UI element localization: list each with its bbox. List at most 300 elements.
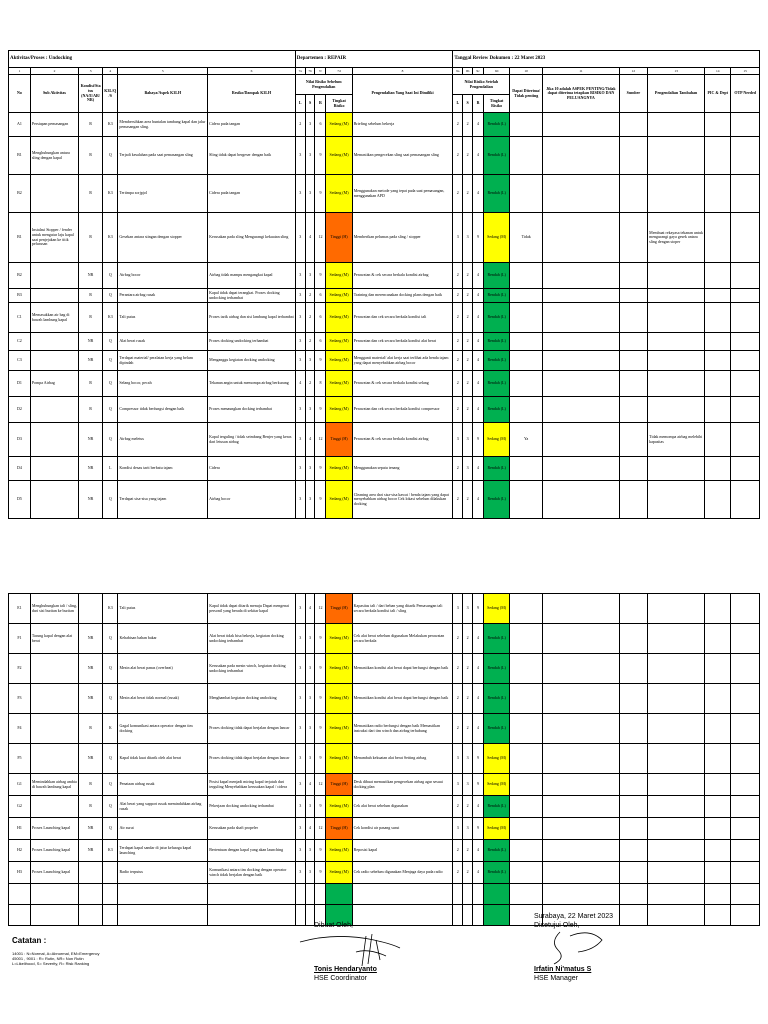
k3l-cell: K bbox=[103, 714, 118, 744]
empty-cell bbox=[208, 884, 296, 905]
empty-cell bbox=[103, 905, 118, 926]
sub-aktivitas-cell: Proses Launching kapal bbox=[30, 818, 78, 840]
dapat-diterima-cell bbox=[510, 351, 543, 371]
otp-cell bbox=[731, 289, 760, 303]
bahaya-cell: Airbag meletus bbox=[118, 423, 208, 457]
tingkat-before-cell: Sedang (M) bbox=[326, 744, 352, 774]
r-before-cell: 9 bbox=[315, 714, 326, 744]
dapat-diterima-cell: Tidak bbox=[510, 213, 543, 263]
tingkat-before-cell: Sedang (M) bbox=[326, 175, 352, 213]
otp-cell bbox=[731, 654, 760, 684]
r-before-cell: 12 bbox=[315, 774, 326, 796]
tingkat-after-cell: Sedang (M) bbox=[484, 423, 510, 457]
s-after-cell: 2 bbox=[463, 371, 473, 397]
empty-cell bbox=[463, 884, 473, 905]
r-after-cell: 9 bbox=[473, 423, 484, 457]
tingkat-before-cell: Tinggi (H) bbox=[326, 423, 352, 457]
empty-cell bbox=[648, 905, 705, 926]
r-before-cell: 9 bbox=[315, 137, 326, 175]
row-no-cell: F5 bbox=[9, 744, 31, 774]
jika10-cell bbox=[543, 397, 620, 423]
resiko-cell: Airbag bocor bbox=[208, 481, 296, 519]
sub-aktivitas-cell bbox=[30, 796, 78, 818]
empty-cell bbox=[9, 884, 31, 905]
kondisi-cell: NR bbox=[79, 818, 103, 840]
sub-aktivitas-cell: Instalasi Stopper / fender untuk mengatur laju kapal saat penjejakan ke titik pelurusan bbox=[30, 213, 78, 263]
l-after-cell: 2 bbox=[453, 796, 463, 818]
sumber-cell bbox=[619, 303, 647, 333]
col-sumber: Sumber bbox=[619, 75, 647, 113]
s-after-cell: 2 bbox=[463, 654, 473, 684]
col-index-cell: 9d bbox=[484, 68, 510, 75]
tingkat-after-cell: Rendah (L) bbox=[484, 113, 510, 137]
tanggal-header: Tanggal Review Dokumen : 22 Maret 2023 bbox=[453, 51, 760, 68]
s-after-cell: 3 bbox=[463, 774, 473, 796]
k3l-cell: Q bbox=[103, 744, 118, 774]
col-kondisi: Kondisi/Status (NA/E/AR/NR) bbox=[79, 75, 103, 113]
jika10-cell bbox=[543, 175, 620, 213]
s-before-cell: 3 bbox=[305, 654, 315, 684]
s-before-cell: 3 bbox=[305, 481, 315, 519]
col-tingkat-after: Tingkat Risiko bbox=[484, 95, 510, 113]
tingkat-after-cell: Sedang (M) bbox=[484, 213, 510, 263]
col-s-before: S bbox=[305, 95, 315, 113]
bahaya-cell: Airbag bocor bbox=[118, 263, 208, 289]
bahaya-cell: Selang bocor, pecah bbox=[118, 371, 208, 397]
resiko-cell: Menganggu kegiatan docking undocking bbox=[208, 351, 296, 371]
dapat-diterima-cell bbox=[510, 624, 543, 654]
kondisi-cell: R bbox=[79, 289, 103, 303]
empty-cell bbox=[103, 884, 118, 905]
l-before-cell: 3 bbox=[295, 796, 305, 818]
empty-cell bbox=[315, 884, 326, 905]
l-before-cell: 3 bbox=[295, 840, 305, 862]
otp-cell bbox=[731, 351, 760, 371]
otp-cell bbox=[731, 774, 760, 796]
table-row bbox=[9, 714, 760, 744]
pic-cell bbox=[705, 289, 731, 303]
r-after-cell: 4 bbox=[473, 289, 484, 303]
k3l-cell: K3 bbox=[103, 840, 118, 862]
l-after-cell: 2 bbox=[453, 714, 463, 744]
kondisi-cell: NR bbox=[79, 624, 103, 654]
r-before-cell: 9 bbox=[315, 862, 326, 884]
resiko-cell: Sling tidak dapat bergeser dengan baik bbox=[208, 137, 296, 175]
tingkat-before-cell: Tinggi (H) bbox=[326, 818, 352, 840]
otp-cell bbox=[731, 113, 760, 137]
r-before-cell: 9 bbox=[315, 654, 326, 684]
r-after-cell: 4 bbox=[473, 624, 484, 654]
kondisi-cell: NR bbox=[79, 423, 103, 457]
resiko-cell: Proses tarik airbag dan sisi lambung kapal terhambat bbox=[208, 303, 296, 333]
kondisi-cell: R bbox=[79, 714, 103, 744]
pengendalian-cell: Training dan merencanakan docking plans dengan baik bbox=[352, 289, 453, 303]
l-before-cell: 3 bbox=[295, 594, 305, 624]
sub-aktivitas-cell: Memasukkan air bag di bawah lambung kapal bbox=[30, 303, 78, 333]
sub-aktivitas-cell bbox=[30, 175, 78, 213]
col-index-cell: 6 bbox=[208, 68, 296, 75]
k3l-cell: Q bbox=[103, 818, 118, 840]
resiko-cell: Menghambat kegiatan docking undocking bbox=[208, 684, 296, 714]
col-s-after: S bbox=[463, 95, 473, 113]
s-after-cell: 2 bbox=[463, 397, 473, 423]
sub-aktivitas-cell: Persiapan pemasangan bbox=[30, 113, 78, 137]
s-after-cell: 3 bbox=[463, 594, 473, 624]
empty-cell bbox=[208, 905, 296, 926]
disetujui-nama: Irfatin Ni'matus S bbox=[534, 966, 592, 973]
k3l-cell: K3 bbox=[103, 175, 118, 213]
col-pengendalian: Pengendalian Yang Saat Ini Dimiliki bbox=[352, 75, 453, 113]
dapat-diterima-cell bbox=[510, 774, 543, 796]
tingkat-before-cell: Sedang (M) bbox=[326, 397, 352, 423]
empty-cell bbox=[118, 905, 208, 926]
s-after-cell: 2 bbox=[463, 263, 473, 289]
pengendalian-cell: Memastikan pengecekan sling saat pemasangan sling bbox=[352, 137, 453, 175]
tingkat-before-cell: Tinggi (H) bbox=[326, 774, 352, 796]
r-after-cell: 4 bbox=[473, 862, 484, 884]
tambahan-cell: Membuat rekayasa tekanan untuk mengurangi gaya gesek antara sling dengan stoper bbox=[648, 213, 705, 263]
l-after-cell: 2 bbox=[453, 624, 463, 654]
l-after-cell: 2 bbox=[453, 684, 463, 714]
table-row bbox=[9, 654, 760, 684]
bahaya-cell: Alat berat yang support rusak memindahkan airbag rusak bbox=[118, 796, 208, 818]
tambahan-cell bbox=[648, 457, 705, 481]
sub-aktivitas-cell: Memindahkan airbag ambia di bawah lambung kapal bbox=[30, 774, 78, 796]
pic-cell bbox=[705, 481, 731, 519]
s-after-cell: 2 bbox=[463, 862, 473, 884]
col-tambahan: Pengendalian Tambahan bbox=[648, 75, 705, 113]
s-after-cell: 2 bbox=[463, 624, 473, 654]
col-index-cell: 13 bbox=[648, 68, 705, 75]
r-before-cell: 9 bbox=[315, 175, 326, 213]
kondisi-cell: R bbox=[79, 303, 103, 333]
sumber-cell bbox=[619, 351, 647, 371]
table-row bbox=[9, 397, 760, 423]
s-after-cell: 2 bbox=[463, 481, 473, 519]
resiko-cell: Bertentuan dengan kapal yang akan launching bbox=[208, 840, 296, 862]
sumber-cell bbox=[619, 397, 647, 423]
r-before-cell: 6 bbox=[315, 303, 326, 333]
tingkat-before-cell: Sedang (M) bbox=[326, 113, 352, 137]
r-after-cell: 4 bbox=[473, 175, 484, 213]
empty-row bbox=[9, 884, 760, 905]
tingkat-before-cell: Sedang (M) bbox=[326, 333, 352, 351]
pic-cell bbox=[705, 175, 731, 213]
dapat-diterima-cell bbox=[510, 263, 543, 289]
risk-table-page-2 bbox=[8, 593, 760, 926]
pic-cell bbox=[705, 263, 731, 289]
sumber-cell bbox=[619, 654, 647, 684]
resiko-cell: Kerusakan pada shaft propeler bbox=[208, 818, 296, 840]
tambahan-cell bbox=[648, 289, 705, 303]
kondisi-cell bbox=[79, 594, 103, 624]
pengendalian-cell: Briefing sebelum bekerja bbox=[352, 113, 453, 137]
sumber-cell bbox=[619, 744, 647, 774]
empty-cell bbox=[30, 884, 78, 905]
empty-cell bbox=[484, 884, 510, 905]
jika10-cell bbox=[543, 481, 620, 519]
kondisi-cell: R bbox=[79, 213, 103, 263]
sumber-cell bbox=[619, 175, 647, 213]
pengendalian-cell: Mengganti material/ alat kerja saat terlihat ada benda tajam yang dapat menyebabkan airbag bocor bbox=[352, 351, 453, 371]
sub-aktivitas-cell bbox=[30, 481, 78, 519]
k3l-cell bbox=[103, 862, 118, 884]
r-after-cell: 9 bbox=[473, 744, 484, 774]
signature-dibuat bbox=[296, 930, 406, 970]
tingkat-after-cell: Rendah (L) bbox=[484, 457, 510, 481]
catatan-block bbox=[12, 936, 100, 966]
resiko-cell: Kapal tidak dapat terangkat. Proses docking undocking terhambat bbox=[208, 289, 296, 303]
tingkat-before-cell: Tinggi (H) bbox=[326, 594, 352, 624]
empty-cell bbox=[352, 905, 453, 926]
sumber-cell bbox=[619, 624, 647, 654]
s-before-cell: 3 bbox=[305, 862, 315, 884]
sub-aktivitas-cell bbox=[30, 397, 78, 423]
tingkat-after-cell: Sedang (M) bbox=[484, 818, 510, 840]
dapat-diterima-cell bbox=[510, 862, 543, 884]
l-after-cell: 2 bbox=[453, 303, 463, 333]
otp-cell bbox=[731, 840, 760, 862]
pengendalian-cell: Kapasitas tali / dari beban yang ditarik Pemasangan tali secara berkala kondisi tali / sling bbox=[352, 594, 453, 624]
col-r-after: R bbox=[473, 95, 484, 113]
r-after-cell: 4 bbox=[473, 840, 484, 862]
s-before-cell: 3 bbox=[305, 457, 315, 481]
pengendalian-cell: Perawatan & cek secara berkala kondisi airbag bbox=[352, 263, 453, 289]
pic-cell bbox=[705, 624, 731, 654]
jika10-cell bbox=[543, 371, 620, 397]
sub-aktivitas-cell bbox=[30, 333, 78, 351]
sumber-cell bbox=[619, 371, 647, 397]
s-before-cell: 4 bbox=[305, 213, 315, 263]
r-before-cell: 9 bbox=[315, 744, 326, 774]
empty-cell bbox=[453, 905, 463, 926]
jika10-cell bbox=[543, 594, 620, 624]
sumber-cell bbox=[619, 481, 647, 519]
sumber-cell bbox=[619, 213, 647, 263]
tingkat-before-cell: Sedang (M) bbox=[326, 371, 352, 397]
col-k3l: K3L/Q/S bbox=[103, 75, 118, 113]
l-after-cell: 2 bbox=[453, 371, 463, 397]
otp-cell bbox=[731, 263, 760, 289]
r-before-cell: 6 bbox=[315, 289, 326, 303]
otp-cell bbox=[731, 137, 760, 175]
sumber-cell bbox=[619, 457, 647, 481]
sumber-cell bbox=[619, 423, 647, 457]
bahaya-cell: Air surut bbox=[118, 818, 208, 840]
tambahan-cell bbox=[648, 796, 705, 818]
l-after-cell: 2 bbox=[453, 397, 463, 423]
tingkat-after-cell: Rendah (L) bbox=[484, 263, 510, 289]
empty-cell bbox=[305, 884, 315, 905]
empty-cell bbox=[326, 884, 352, 905]
sumber-cell bbox=[619, 263, 647, 289]
r-before-cell: 6 bbox=[315, 333, 326, 351]
l-before-cell: 3 bbox=[295, 862, 305, 884]
l-after-cell: 2 bbox=[453, 289, 463, 303]
sumber-cell bbox=[619, 594, 647, 624]
otp-cell bbox=[731, 371, 760, 397]
bahaya-cell: Terjadi kesalahan pada saat pemasangan sling bbox=[118, 137, 208, 175]
row-no-cell: B1 bbox=[9, 137, 31, 175]
sub-aktivitas-cell bbox=[30, 263, 78, 289]
tingkat-before-cell: Tinggi (H) bbox=[326, 213, 352, 263]
l-before-cell: 3 bbox=[295, 818, 305, 840]
sub-aktivitas-cell: Proses Launching kapal bbox=[30, 840, 78, 862]
pengendalian-cell: Cek alat berat sebelum digunakan bbox=[352, 796, 453, 818]
row-no-cell: B1 bbox=[9, 213, 31, 263]
empty-cell bbox=[619, 884, 647, 905]
tingkat-before-cell: Sedang (M) bbox=[326, 684, 352, 714]
s-before-cell: 3 bbox=[305, 796, 315, 818]
table-row bbox=[9, 840, 760, 862]
k3l-cell: Q bbox=[103, 397, 118, 423]
sumber-cell bbox=[619, 818, 647, 840]
tingkat-before-cell: Sedang (M) bbox=[326, 714, 352, 744]
s-after-cell: 2 bbox=[463, 351, 473, 371]
tambahan-cell bbox=[648, 397, 705, 423]
empty-cell bbox=[295, 905, 305, 926]
empty-cell bbox=[79, 905, 103, 926]
pic-cell bbox=[705, 423, 731, 457]
dapat-diterima-cell bbox=[510, 818, 543, 840]
empty-cell bbox=[352, 884, 453, 905]
empty-cell bbox=[484, 905, 510, 926]
row-no-cell: G1 bbox=[9, 774, 31, 796]
tambahan-cell bbox=[648, 684, 705, 714]
empty-cell bbox=[463, 905, 473, 926]
col-index-cell: 10 bbox=[510, 68, 543, 75]
kondisi-cell: NR bbox=[79, 333, 103, 351]
r-after-cell: 4 bbox=[473, 481, 484, 519]
r-before-cell: 12 bbox=[315, 594, 326, 624]
resiko-cell: Tekanan angin untuk memompa airbag berkurang bbox=[208, 371, 296, 397]
dapat-diterima-cell bbox=[510, 371, 543, 397]
r-after-cell: 4 bbox=[473, 137, 484, 175]
tingkat-after-cell: Rendah (L) bbox=[484, 397, 510, 423]
pengendalian-cell: Memastikan kondisi alat berat dapat berfungsi dengan baik bbox=[352, 654, 453, 684]
k3l-cell: Q bbox=[103, 289, 118, 303]
dibuat-jabatan: HSE Coordinator bbox=[314, 975, 367, 982]
tingkat-before-cell: Sedang (M) bbox=[326, 457, 352, 481]
l-after-cell: 3 bbox=[453, 213, 463, 263]
l-after-cell: 2 bbox=[453, 654, 463, 684]
l-after-cell: 2 bbox=[453, 351, 463, 371]
l-before-cell: 3 bbox=[295, 303, 305, 333]
pengendalian-cell: Cek alat berat sebelum digunakan Melakukan perawatan secara berkala bbox=[352, 624, 453, 654]
l-after-cell: 2 bbox=[453, 840, 463, 862]
dapat-diterima-cell bbox=[510, 654, 543, 684]
pengendalian-cell: Memberikan pelumas pada sling / stopper bbox=[352, 213, 453, 263]
jika10-cell bbox=[543, 263, 620, 289]
col-r-before: R bbox=[315, 95, 326, 113]
tingkat-after-cell: Rendah (L) bbox=[484, 175, 510, 213]
sub-aktivitas-cell bbox=[30, 457, 78, 481]
k3l-cell: Q bbox=[103, 654, 118, 684]
row-no-cell: A1 bbox=[9, 113, 31, 137]
l-after-cell: 3 bbox=[453, 594, 463, 624]
tingkat-after-cell: Rendah (L) bbox=[484, 684, 510, 714]
catatan-line-1: 14001 : N=Normal, A=Abnormal, EM=Emergency bbox=[12, 951, 100, 956]
kondisi-cell: NR bbox=[79, 263, 103, 289]
table-row bbox=[9, 113, 760, 137]
resiko-cell: Proses docking tidak dapat berjalan dengan lancar bbox=[208, 744, 296, 774]
r-before-cell: 12 bbox=[315, 213, 326, 263]
l-before-cell: 3 bbox=[295, 481, 305, 519]
r-after-cell: 4 bbox=[473, 654, 484, 684]
sumber-cell bbox=[619, 137, 647, 175]
row-no-cell: C3 bbox=[9, 351, 31, 371]
sub-aktivitas-cell bbox=[30, 714, 78, 744]
row-no-cell: F1 bbox=[9, 624, 31, 654]
otp-cell bbox=[731, 594, 760, 624]
r-after-cell: 4 bbox=[473, 684, 484, 714]
l-before-cell: 3 bbox=[295, 137, 305, 175]
sub-aktivitas-cell bbox=[30, 423, 78, 457]
jika10-cell bbox=[543, 654, 620, 684]
otp-cell bbox=[731, 333, 760, 351]
tingkat-after-cell: Rendah (L) bbox=[484, 796, 510, 818]
r-after-cell: 4 bbox=[473, 796, 484, 818]
l-after-cell: 3 bbox=[453, 744, 463, 774]
s-before-cell: 3 bbox=[305, 263, 315, 289]
pengendalian-cell: Memastikan kondisi alat berat dapat berfungsi dengan baik bbox=[352, 684, 453, 714]
row-no-cell: D2 bbox=[9, 397, 31, 423]
table-row bbox=[9, 774, 760, 796]
col-index-cell: 14 bbox=[705, 68, 731, 75]
col-index-cell: 3 bbox=[79, 68, 103, 75]
pic-cell bbox=[705, 796, 731, 818]
bahaya-cell: Alat berat rusak bbox=[118, 333, 208, 351]
k3l-cell: Q bbox=[103, 624, 118, 654]
sumber-cell bbox=[619, 289, 647, 303]
dapat-diterima-cell bbox=[510, 113, 543, 137]
s-before-cell: 4 bbox=[305, 818, 315, 840]
otp-cell bbox=[731, 457, 760, 481]
s-before-cell: 4 bbox=[305, 423, 315, 457]
pic-cell bbox=[705, 862, 731, 884]
sumber-cell bbox=[619, 113, 647, 137]
table-row bbox=[9, 457, 760, 481]
pic-cell bbox=[705, 774, 731, 796]
tingkat-before-cell: Sedang (M) bbox=[326, 840, 352, 862]
s-before-cell: 3 bbox=[305, 137, 315, 175]
resiko-cell: Pekerjaan docking undocking terhambat bbox=[208, 796, 296, 818]
tambahan-cell bbox=[648, 333, 705, 351]
resiko-cell: Kerusakan pada sling Mengurangi kekuatan sling bbox=[208, 213, 296, 263]
l-after-cell: 2 bbox=[453, 333, 463, 351]
tambahan-cell bbox=[648, 654, 705, 684]
tingkat-after-cell: Rendah (L) bbox=[484, 862, 510, 884]
col-index-cell: 12 bbox=[619, 68, 647, 75]
tambahan-cell bbox=[648, 371, 705, 397]
l-before-cell: 3 bbox=[295, 654, 305, 684]
resiko-cell: Airbag tidak mampu mengangkat kapal bbox=[208, 263, 296, 289]
s-before-cell: 2 bbox=[305, 333, 315, 351]
col-index-cell: 4 bbox=[103, 68, 118, 75]
empty-cell bbox=[731, 905, 760, 926]
r-before-cell: 9 bbox=[315, 481, 326, 519]
dibuat-label: Dibuat Oleh, bbox=[314, 922, 353, 929]
l-before-cell: 3 bbox=[295, 714, 305, 744]
table-row bbox=[9, 818, 760, 840]
col-index-cell: 7c bbox=[315, 68, 326, 75]
col-index-cell: 7b bbox=[305, 68, 315, 75]
r-after-cell: 4 bbox=[473, 333, 484, 351]
l-before-cell: 3 bbox=[295, 624, 305, 654]
r-after-cell: 4 bbox=[473, 303, 484, 333]
dapat-diterima-cell bbox=[510, 289, 543, 303]
tambahan-cell bbox=[648, 351, 705, 371]
